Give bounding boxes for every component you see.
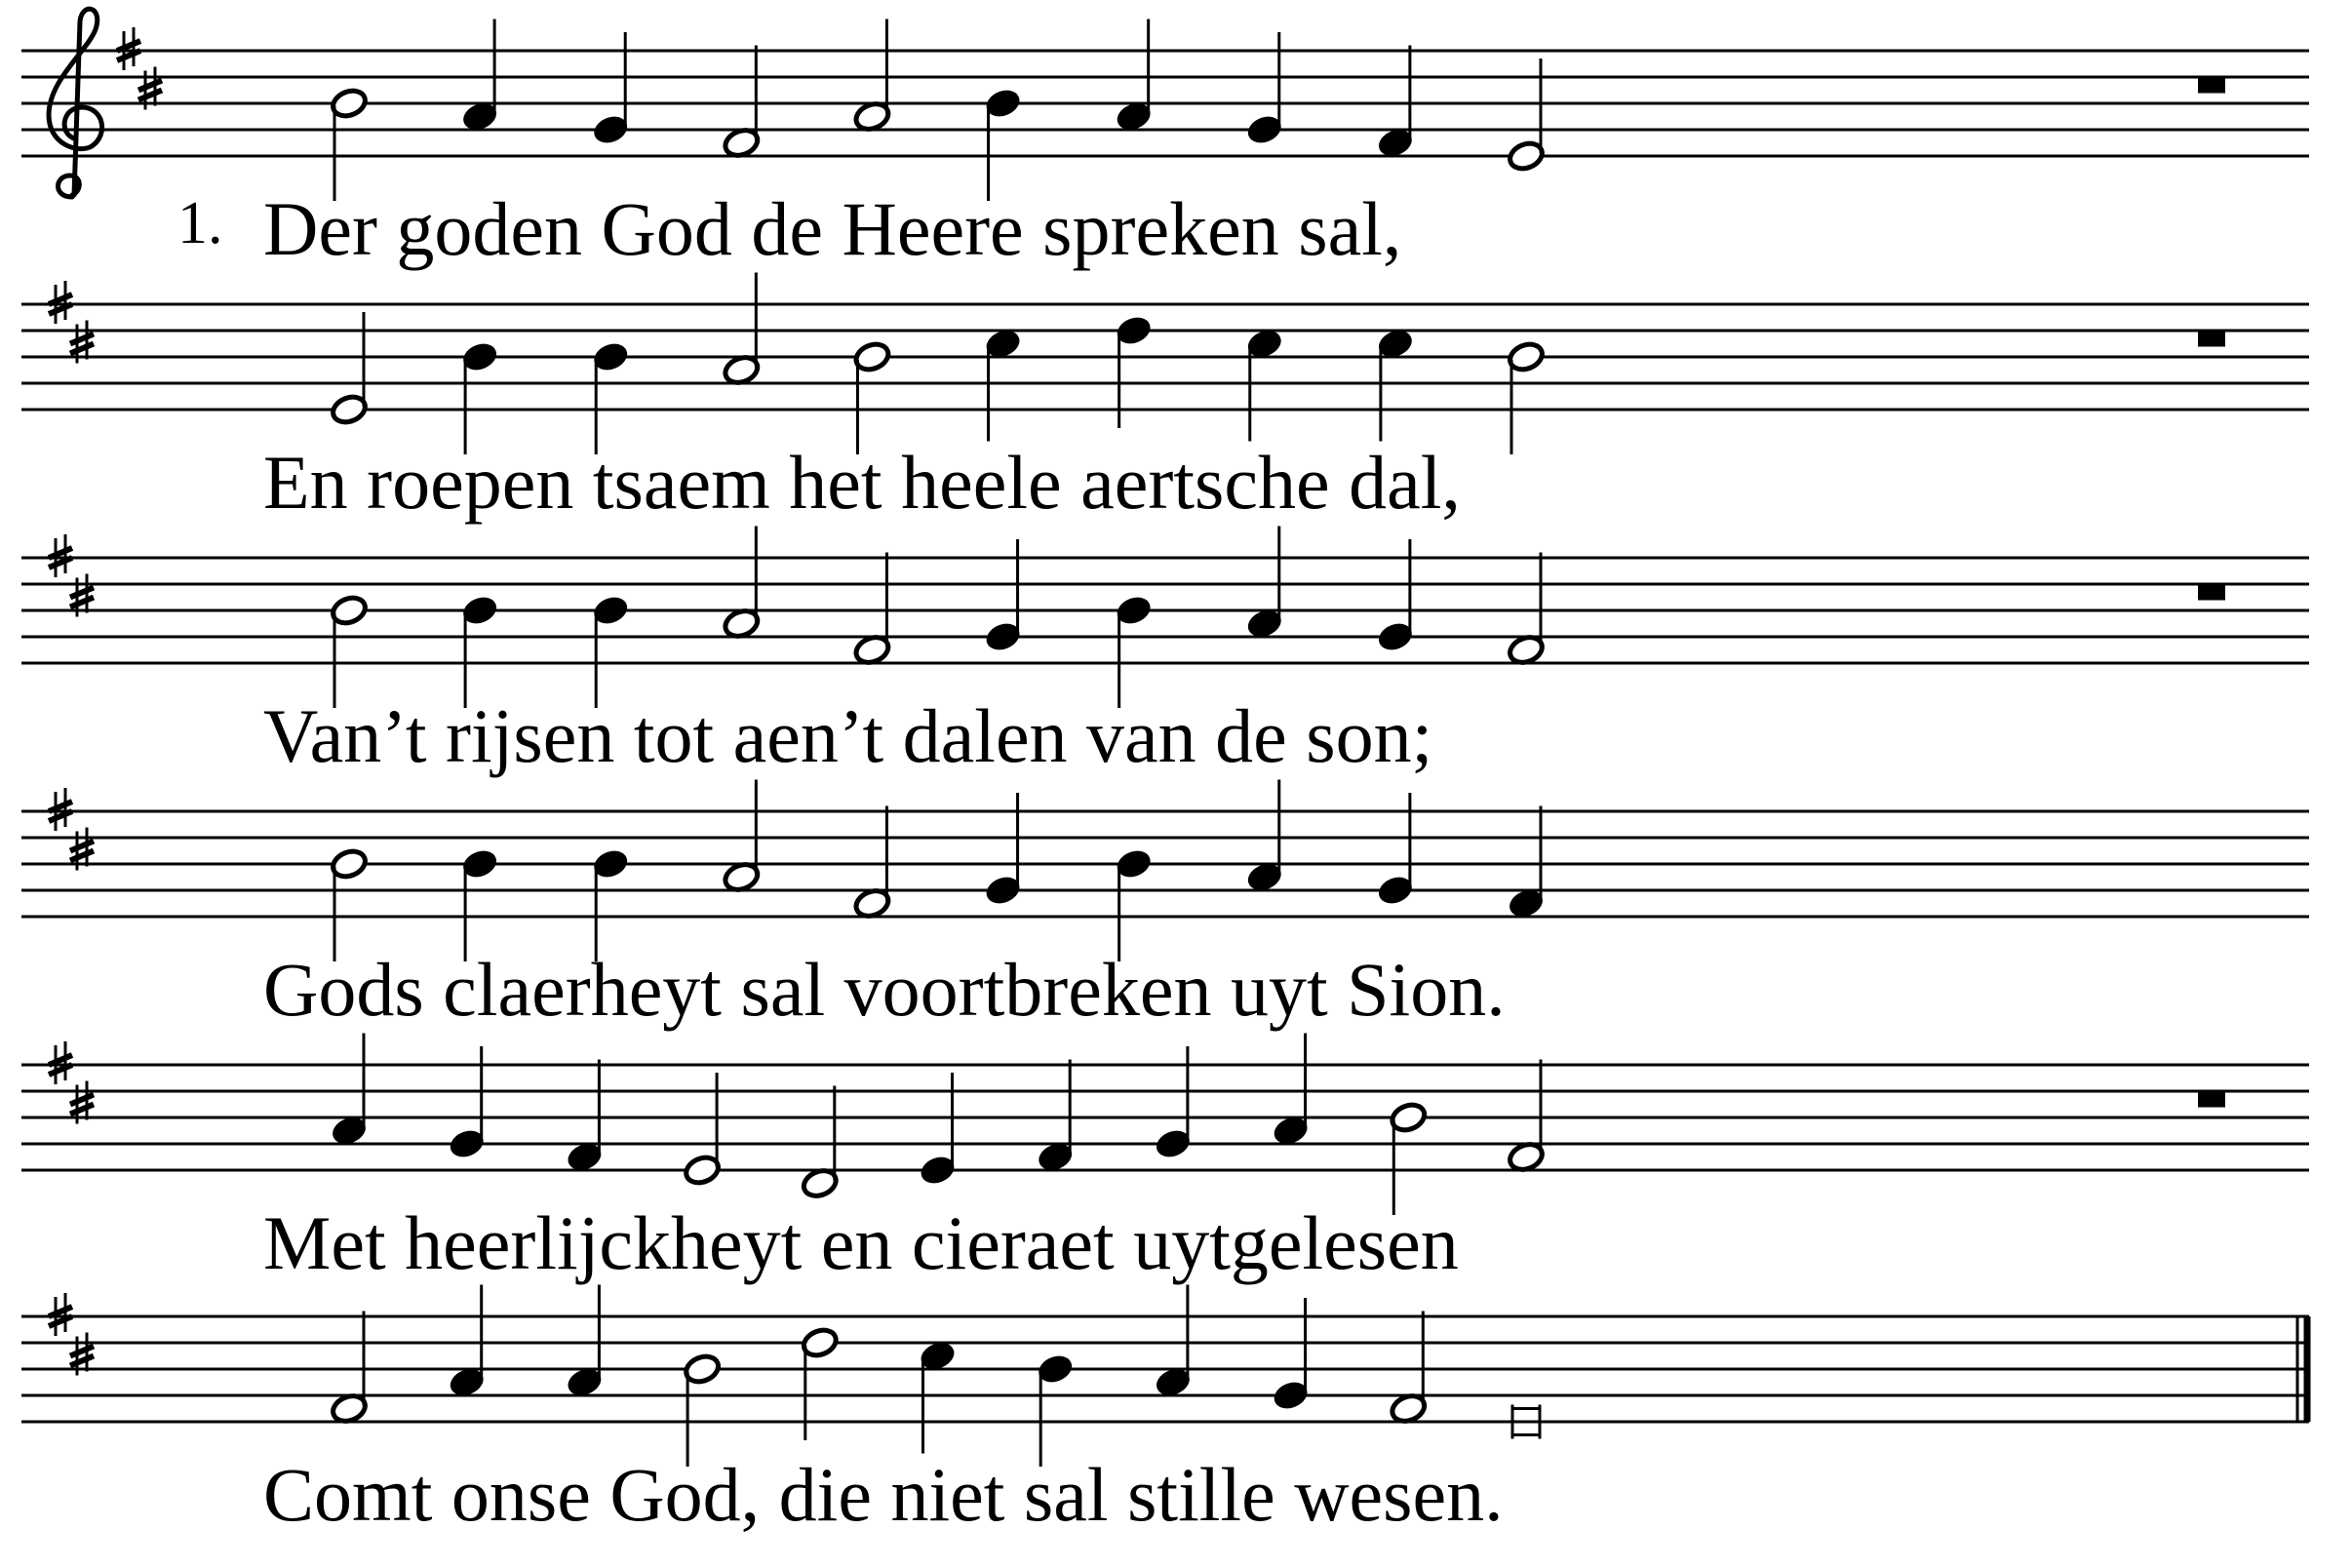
half-rest-icon: [2198, 1092, 2225, 1108]
sharp-f-icon: [49, 788, 72, 831]
lyric-line-3: Van’t rijsen tot aen’t dalen van de son;: [263, 693, 1433, 778]
half-rest-icon: [2198, 78, 2225, 94]
half-rest-icon: [2198, 332, 2225, 347]
sharp-f-icon: [49, 534, 72, 577]
lyric-line-2: En roepen tsaem het heele aertsche dal,: [263, 440, 1461, 525]
sharp-f-icon: [117, 27, 140, 70]
sharp-f-icon: [49, 1041, 72, 1084]
half-rest-icon: [2198, 585, 2225, 601]
sharp-f-icon: [49, 1293, 72, 1336]
sharp-f-icon: [49, 281, 72, 324]
verse-number: 1.: [177, 190, 223, 256]
lyric-line-6: Comt onse God, die niet sal stille wesen.: [263, 1452, 1504, 1537]
lyric-line-5: Met heerlijckheyt en cieraet uytgelesen: [263, 1200, 1459, 1285]
lyric-line-1: Der goden God de Heere spreken sal,: [263, 186, 1402, 271]
lyric-line-4: Gods claerheyt sal voortbreken uyt Sion.: [263, 947, 1506, 1032]
